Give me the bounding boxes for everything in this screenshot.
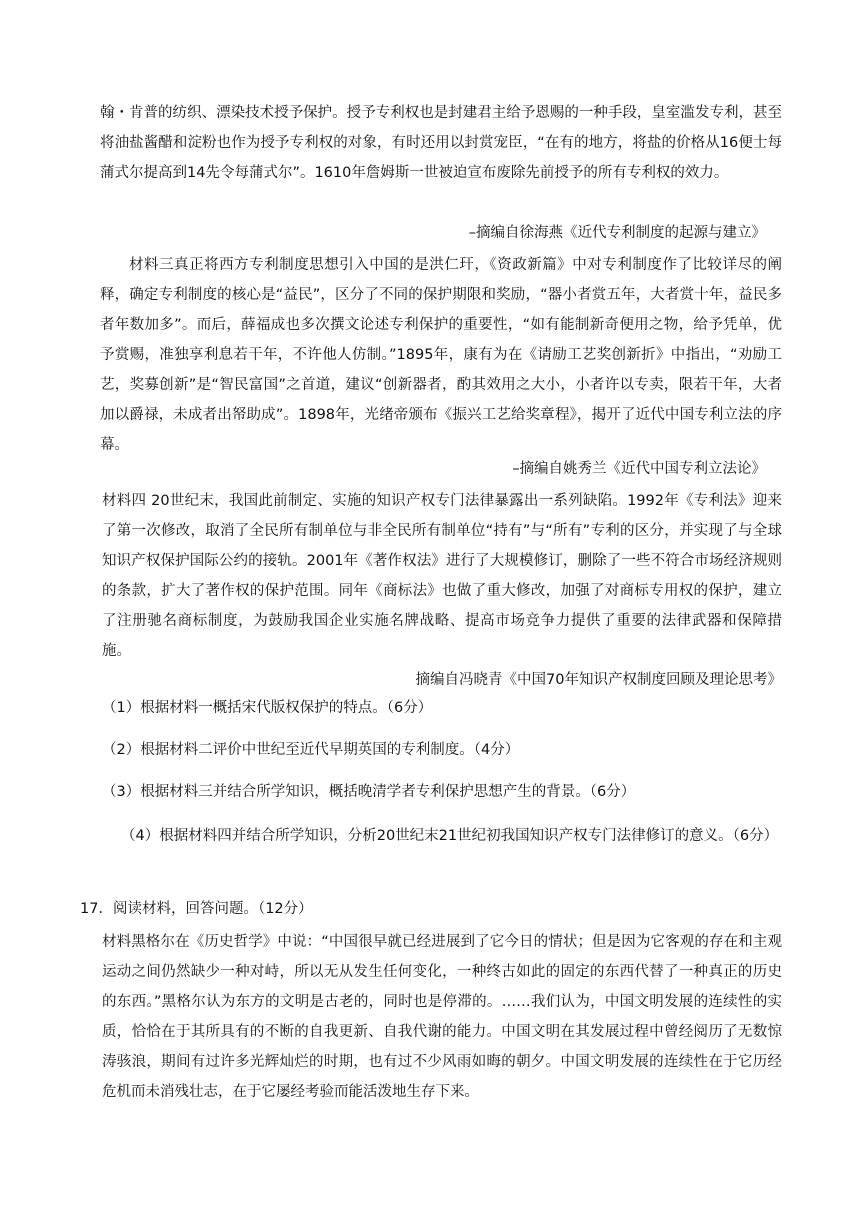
material3-source: –摘编自姚秀兰《近代中国专利立法论》 bbox=[512, 461, 766, 477]
material3-paragraph: 材料三真正将西方专利制度思想引入中国的是洪仁玕，《资政新篇》中对专利制度作了比较详尽的阐释，确定专利制度的核心是“益民”，区分了不同的保护期限和奖励，“器小者赏五年，大者赏十年，益民多者年数加多”。而后，薛福成也多次撰文论述专利保护的重要性，“如有能制新奇便用之物，给予凭单，优予赏赐，准独享利息若干年，不许他人仿制。”1895年，康有为在《请励工艺奖创新折》中指出，“劝励工艺，奖募创新”是“智民富国”之首道，建议“创新器者，酌其效用之大小，小者许以专卖，限若干年，大者加以爵禄，未成者出帑助成”。1898年，光绪帝颁布《振兴工艺给奖章程》，揭开了近代中国专利立法的序幕。 bbox=[100, 257, 782, 453]
question-17-material: 材料黑格尔在《历史哲学》中说：“中国很早就已经进展到了它今日的情状；但是因为它客观的存在和主观运动之间仍然缺少一种对峙，所以无从发生任何变化，一种终古如此的固定的东西代替了一种真正的历史的东西。”黑格尔认为东方的文明是古老的，同时也是停滞的。……我们认为，中国文明发展的连续性的实质，恰恰在于其所具有的不断的自我更新、自我代谢的能力。中国文明在其发展过程中曾经阅历了无数惊涛骇浪，期间有过许多光辉灿烂的时期，也有过不少风雨如晦的朝夕。中国文明发展的连续性在于它历经危机而未消残壮志，在于它屡经考验而能活泼地生存下来。 bbox=[102, 934, 782, 1100]
question-2: （2）根据材料二评价中世纪至近代早期英国的专利制度。（4分） bbox=[102, 742, 520, 758]
question-17-heading: 17．阅读材料，回答问题。（12分） bbox=[80, 901, 313, 917]
question-1: （1）根据材料一概括宋代版权保护的特点。（6分） bbox=[102, 700, 433, 716]
material4-source: 摘编自冯晓青《中国70年知识产权制度回顾及理论思考》 bbox=[415, 672, 782, 688]
material2-source: –摘编自徐海燕《近代专利制度的起源与建立》 bbox=[468, 225, 766, 241]
material2-tail-paragraph: 翰・肯普的纺织、漂染技术授予保护。授予专利权也是封建君主给予恩赐的一种手段，皇室滥发专利，甚至将油盐酱醋和淀粉也作为授予专利权的对象，有时还用以封赏宠臣，“在有的地方，将盐的价格从16便士每蒲式尔提高到14先令每蒲式尔”。1610年詹姆斯一世被迫宣布废除先前授予的所有专利权的效力。 bbox=[100, 105, 782, 181]
question-3: （3）根据材料三并结合所学知识，概括晚清学者专利保护思想产生的背景。（6分） bbox=[102, 784, 636, 800]
question-4: （4）根据材料四并结合所学知识，分析20世纪末21世纪初我国知识产权专门法律修订的意义。（6分） bbox=[121, 828, 779, 844]
material4-paragraph: 材料四 20世纪末，我国此前制定、实施的知识产权专门法律暴露出一系列缺陷。1992年《专利法》迎来了第一次修改，取消了全民所有制单位与非全民所有制单位“持有”与“所有”专利的区分，并实现了与全球知识产权保护国际公约的接轨。2001年《著作权法》进行了大规模修订，删除了一些不符合市场经济规则的条款，扩大了著作权的保护范围。同年《商标法》也做了重大修改，加强了对商标专用权的保护，建立了注册驰名商标制度，为鼓励我国企业实施名牌战略、提高市场竞争力提供了重要的法律武器和保障措施。 bbox=[102, 493, 782, 659]
